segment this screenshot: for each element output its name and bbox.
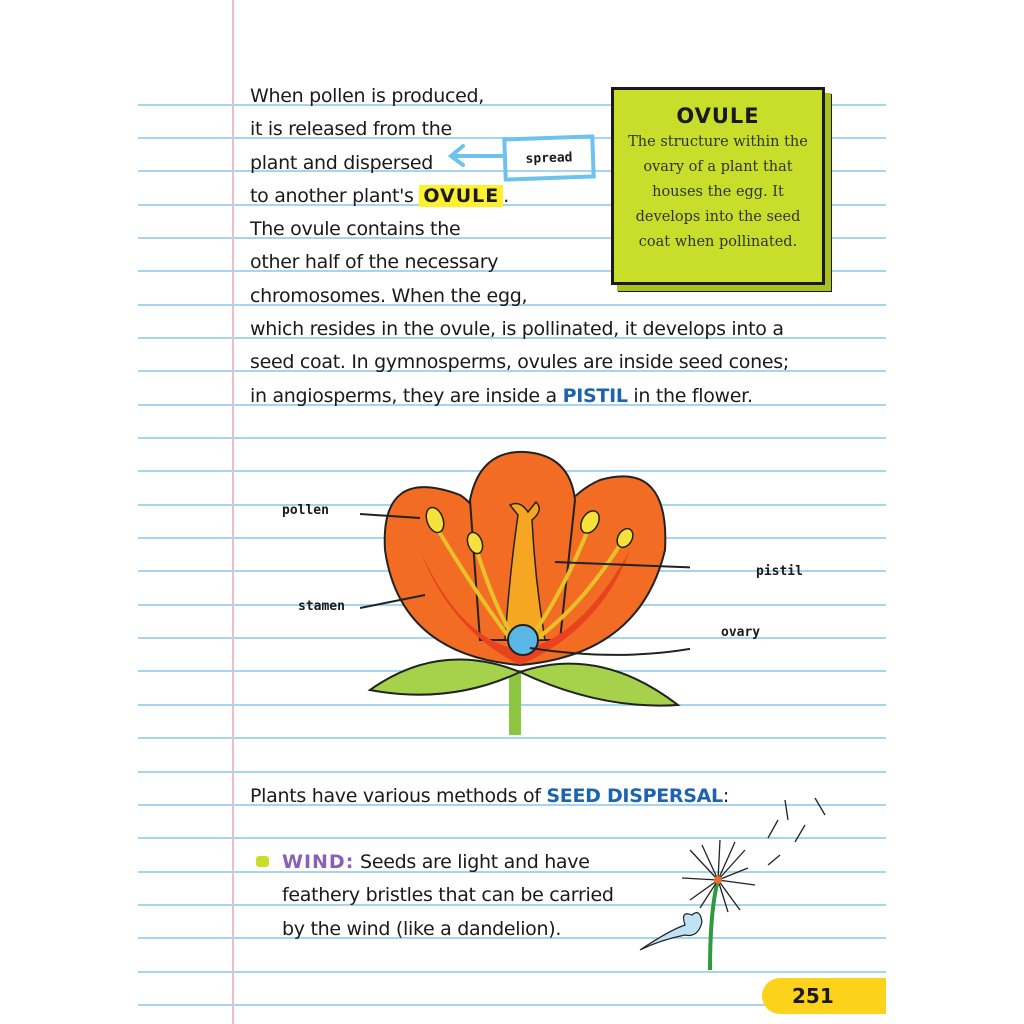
- text-line: seed coat. In gymnosperms, ovules are inside seed cones;: [250, 351, 789, 374]
- text-line: feathery bristles that can be carried: [282, 884, 614, 907]
- bullet-icon: [256, 856, 269, 867]
- pistil-term: PISTIL: [562, 384, 628, 407]
- text-line: which resides in the ovule, is pollinated, it develops into a: [250, 318, 784, 341]
- label-stamen: stamen: [298, 599, 345, 614]
- flower-diagram: [360, 440, 690, 740]
- ovary-shape: [508, 625, 538, 655]
- text-span: .: [503, 184, 510, 207]
- rule-line: [138, 771, 886, 773]
- text-span: in the flower.: [627, 384, 753, 407]
- text-line: plant and dispersed: [250, 151, 434, 174]
- wind-term: WIND:: [282, 851, 355, 873]
- label-pollen: pollen: [282, 503, 329, 518]
- leaf-right: [520, 664, 678, 706]
- text-line: it is released from the: [250, 118, 452, 141]
- definition-text: The structure within the ovary of a plant that houses the egg. It develops into the seed coat when pollinated.: [628, 134, 808, 250]
- ovule-highlight: OVULE: [419, 185, 503, 207]
- text-span: :: [722, 785, 729, 807]
- text-span: Plants have various methods of: [250, 785, 547, 807]
- wind-item: [282, 846, 614, 946]
- definition-title: OVULE: [676, 104, 760, 128]
- text-span: Seeds are light and have: [354, 851, 590, 873]
- text-line: chromosomes. When the egg,: [250, 284, 528, 307]
- definition-card: [611, 87, 825, 285]
- text-span: in angiosperms, they are inside a: [250, 384, 563, 407]
- leaf-left: [370, 660, 520, 695]
- seed-dispersal-term: SEED DISPERSAL: [546, 785, 723, 807]
- arrow-icon: [445, 140, 507, 170]
- text-line: [282, 846, 614, 879]
- label-pistil: pistil: [756, 564, 803, 579]
- rule-line: [138, 437, 886, 439]
- text-line: When pollen is produced,: [250, 85, 485, 107]
- text-line: other half of the necessary: [250, 251, 499, 274]
- label-ovary: ovary: [721, 625, 761, 640]
- spread-annotation: spread: [502, 134, 595, 181]
- text-line: [250, 380, 789, 413]
- dandelion-icon: [630, 790, 840, 975]
- text-span: to another plant's: [250, 184, 420, 207]
- text-line: The ovule contains the: [250, 218, 461, 241]
- text-line: by the wind (like a dandelion).: [282, 917, 562, 940]
- page-number: 251: [762, 978, 886, 1014]
